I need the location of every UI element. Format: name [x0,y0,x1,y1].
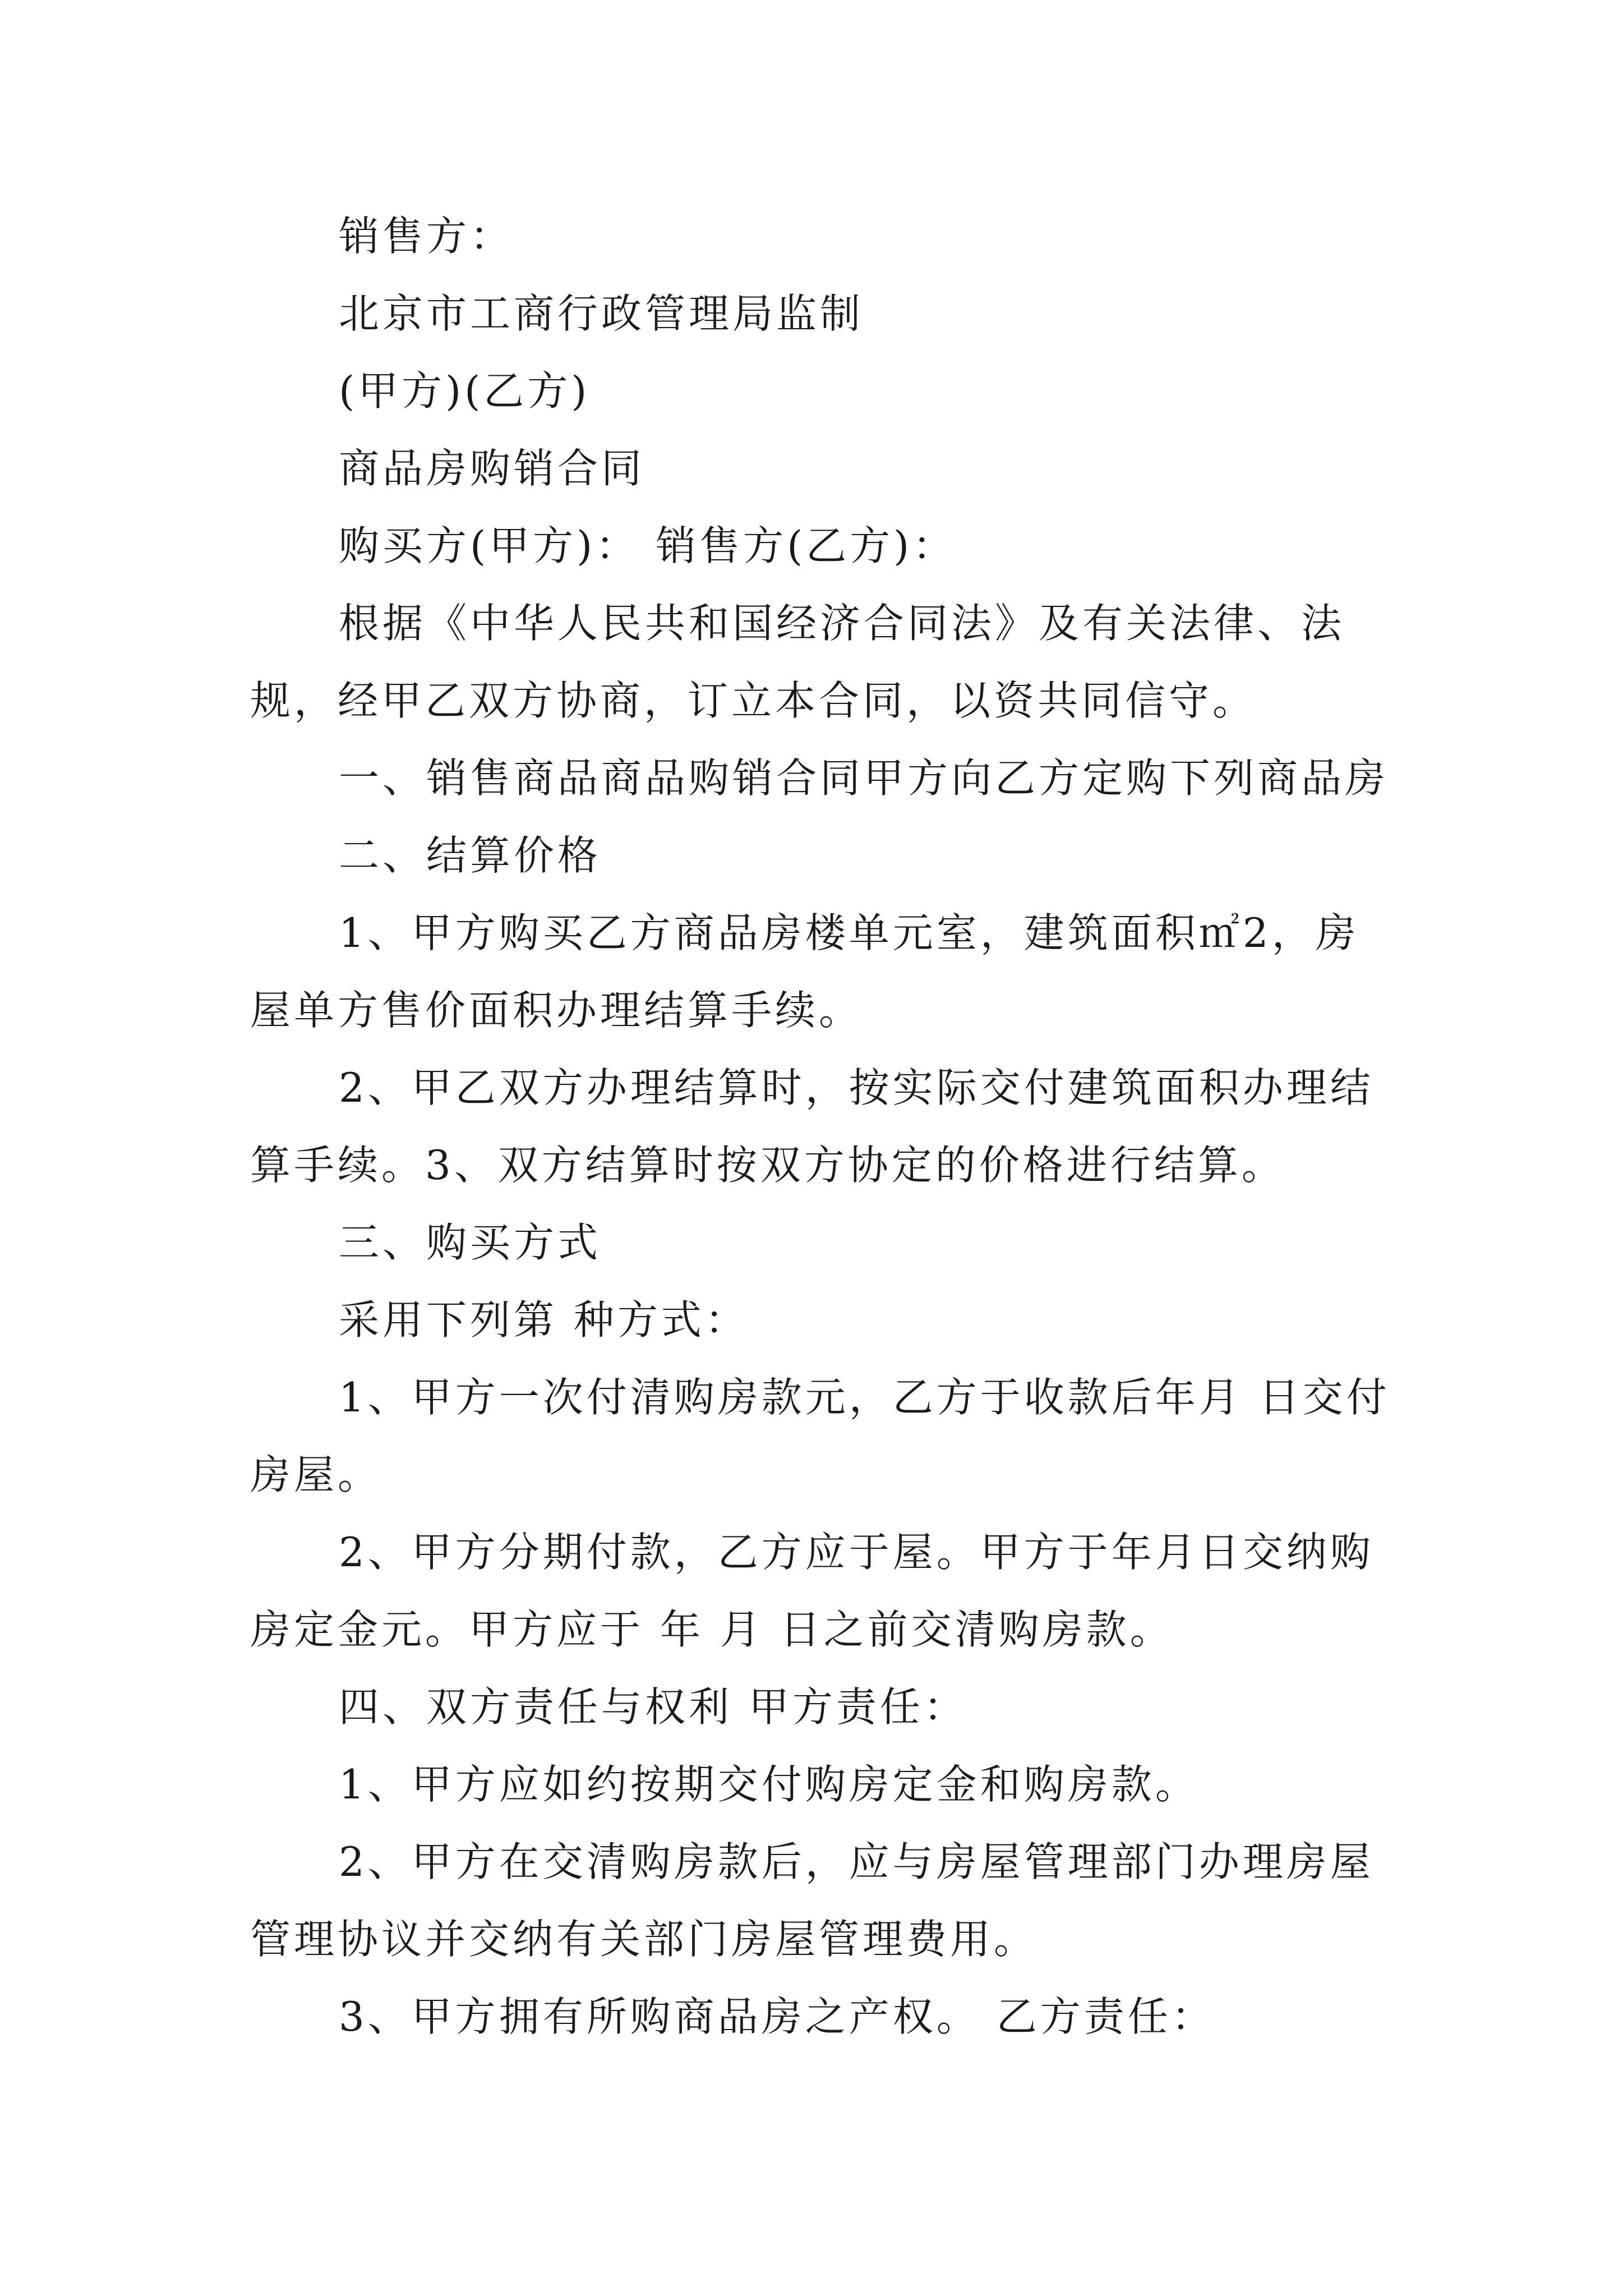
buyer-duty-2: 2、甲方在交清购房款后，应与房屋管理部门办理房屋管理协议并交纳有关部门房屋管理费用。 [250,1838,1374,1963]
parties-line: (甲方)(乙方) [339,367,591,415]
contract-title: 商品房购销合同 [339,445,645,492]
section-two-heading: 二、结算价格 [339,832,602,879]
section-three-heading: 三、购买方式 [339,1219,602,1266]
payment-method-intro: 采用下列第 种方式： [339,1296,749,1343]
price-clause-1: 1、甲方购买乙方商品房楼单元室，建筑面积㎡2，房屋单方售价面积办理结算手续。 [250,909,1359,1034]
section-four-heading: 四、双方责任与权利 甲方责任： [339,1683,967,1731]
contract-body [250,197,1394,2055]
payment-clause-1: 1、甲方一次付清购房款元，乙方于收款后年月 日交付房屋。 [250,1374,1390,1498]
buyer-duty-1: 1、甲方应如约按期交付购房定金和购房款。 [339,1761,1199,1808]
buyer-duty-3: 3、甲方拥有所购商品房之产权。 乙方责任： [339,1993,1215,2040]
buyer-seller-line: 购买方(甲方)： 销售方(乙方)： [339,522,957,569]
section-one-heading: 一、销售商品商品购销合同甲方向乙方定购下列商品房 [339,754,1389,802]
price-clause-2: 2、甲乙双方办理结算时，按实际交付建筑面积办理结算手续。3、双方结算时按双方协定的价格进行结算。 [250,1064,1374,1189]
supervisor-line: 北京市工商行政管理局监制 [339,290,864,337]
payment-clause-2: 2、甲方分期付款，乙方应于屋。甲方于年月日交纳购房定金元。甲方应于 年 月 日之前交清购房款。 [250,1529,1374,1653]
preamble-paragraph: 根据《中华人民共和国经济合同法》及有关法律、法规，经甲乙双方协商，订立本合同，以资共同信守。 [250,600,1345,724]
seller-line: 销售方： [339,213,514,260]
